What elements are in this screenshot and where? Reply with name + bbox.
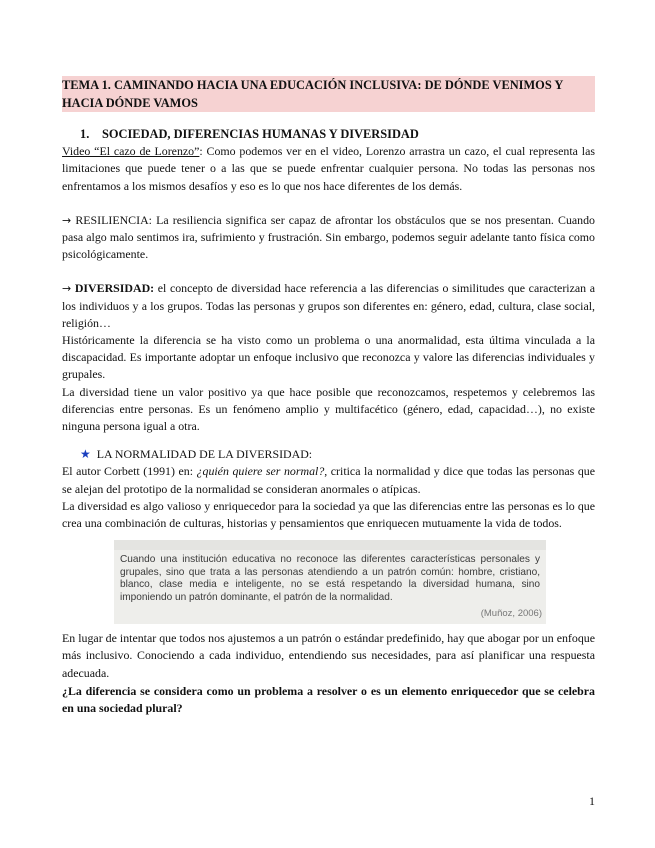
video-text: : Como podemos ver en el video, Lorenzo arrastra un cazo, el cual representa las limitaciones que puede tener o a las que se puede enfrentar cualquier persona. No todas las personas nos enfrentamos a los mismos desafíos y eso es lo que nos hace diferentes de los demás.: [62, 144, 595, 193]
video-paragraph: [62, 143, 595, 195]
arrow-right-icon: →: [62, 282, 72, 296]
quote-source: (Muñoz, 2006): [480, 608, 542, 620]
diversidad-text: el concepto de diversidad hace referencia a las diferencias o similitudes que caracterizan a los individuos y a los grupos. Todas las personas y grupos son diferentes en: género, edad, cultura, clase social, religión…: [62, 281, 595, 330]
resiliencia-paragraph: [62, 212, 595, 264]
section-heading: [62, 126, 595, 143]
closing-paragraph: En lugar de intentar que todos nos ajustemos a un patrón o estándar predefinido, hay que abogar por un enfoque más inclusivo. Conociendo a cada individuo, entendiendo sus necesidades, para así planificar una respuesta adecuada.: [62, 631, 595, 680]
page-number: 1: [589, 794, 595, 808]
video-link[interactable]: Video “El cazo de Lorenzo”: [62, 144, 200, 159]
diversity-value-paragraph: La diversidad es algo valioso y enriquecedor para la sociedad ya que las diferencias entre las personas es lo que crea una combinación de culturas, historias y pensamientos que enriquecen mutuamente la vida de todos.: [62, 498, 595, 531]
value-paragraph: La diversidad tiene un valor positivo ya que hace posible que reconozcamos, respetemos y celebremos las diferencias entre personas. Es un fenómeno amplio y multifacético (género, edad, capacidad…), no existe ninguna persona igual a otra.: [62, 384, 595, 434]
resiliencia-text: RESILIENCIA: La resiliencia significa ser capaz de afrontar los obstáculos que se nos presentan. Cuando pasa algo malo sentimos ira, sufrimiento y frustración. Sin embargo, podemos seguir adelante tanto física como psicológicamente.: [62, 212, 595, 262]
corbett-text-end: , critica la normalidad y dice que todas las personas que se alejan del prototipo de la normalidad se consideran anormales o atípicas.: [62, 464, 595, 496]
section-number: 1.: [80, 127, 90, 141]
book-title: ¿quién quiere ser normal?: [196, 464, 325, 479]
document-title: [62, 76, 595, 112]
normalidad-title: LA NORMALIDAD DE LA DIVERSIDAD:: [96, 447, 313, 462]
arrow-right-icon: →: [62, 213, 72, 227]
title-line-1: TEMA 1. CAMINANDO HACIA UNA EDUCACIÓN INCLUSIVA: DE DÓNDE VENIMOS Y: [62, 78, 564, 92]
corbett-paragraph: [62, 463, 595, 497]
diversidad-label: DIVERSIDAD:: [71, 281, 155, 296]
history-paragraph: Históricamente la diferencia se ha visto como un problema o una anormalidad, esta última vinculada a la discapacidad. Es importante adoptar un enfoque inclusivo que reconozca y valore las diferencias individuales y grupales.: [62, 333, 595, 382]
quote-image: [114, 540, 546, 624]
corbett-text-start: El autor Corbett (1991) en:: [62, 464, 197, 479]
document-page: [62, 76, 595, 717]
diversidad-paragraph: [62, 280, 595, 332]
normalidad-heading: [62, 446, 595, 463]
star-icon: ★: [80, 447, 91, 462]
closing-question: ¿La diferencia se considera como un problema a resolver o es un elemento enriquecedor que se celebra en una sociedad plural?: [62, 683, 595, 716]
quote-text: Cuando una institución educativa no reconoce las diferentes características personales y grupales, sino que trata a las personas atendiendo a un patrón común: hombre, cristiano, blanco, clase media e inteligente, no se está respetando la diversidad humana, sino imponiendo un patrón dominante, el patrón de la normalidad.: [120, 554, 540, 604]
title-line-2: HACIA DÓNDE VAMOS: [62, 96, 198, 110]
section-title: SOCIEDAD, DIFERENCIAS HUMANAS Y DIVERSIDAD: [102, 127, 419, 141]
